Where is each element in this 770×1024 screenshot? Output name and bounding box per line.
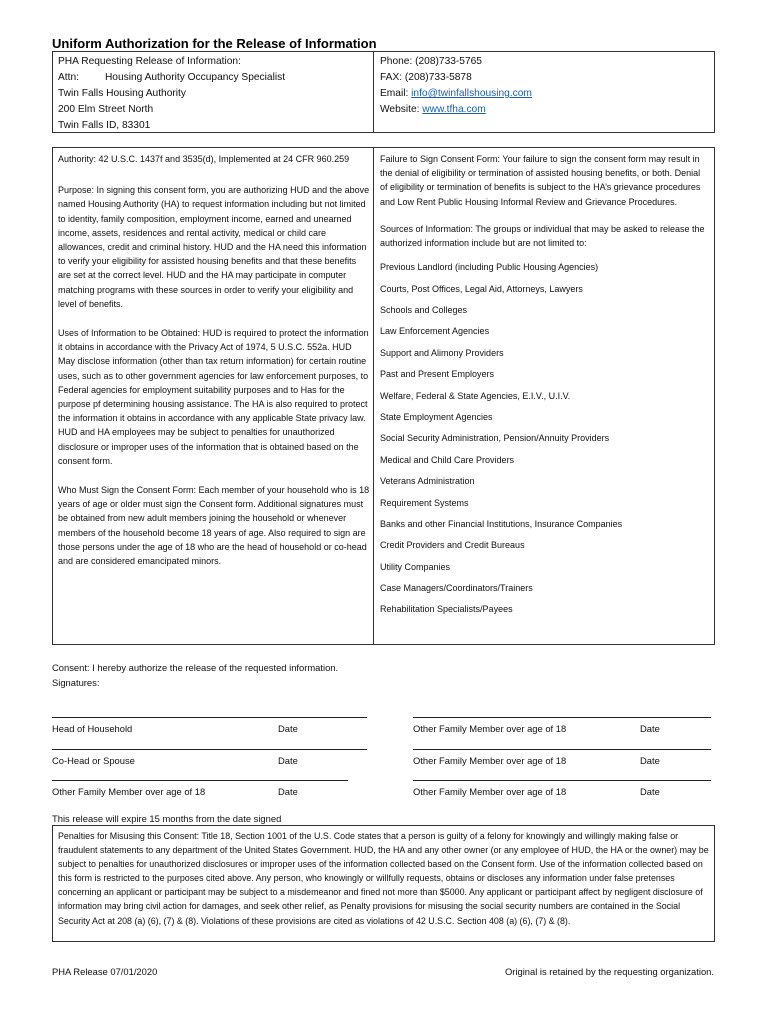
street-address: 200 Elm Street North xyxy=(58,104,154,115)
website-label: Website: xyxy=(380,104,420,115)
consent-statement: Consent: I hereby authorize the release of the requested information. xyxy=(52,662,339,673)
header-divider xyxy=(373,52,374,132)
list-item: Courts, Post Offices, Legal Aid, Attorneys, Lawyers xyxy=(380,283,583,294)
website-link[interactable]: www.tfha.com xyxy=(422,104,486,115)
list-item: Previous Landlord (including Public Housing Agencies) xyxy=(380,262,599,273)
list-item: State Employment Agencies xyxy=(380,411,493,422)
signature-line-member-right-2[interactable] xyxy=(413,749,711,750)
city-address: Twin Falls ID, 83301 xyxy=(58,120,151,131)
date-label: Date xyxy=(278,755,298,766)
list-item: Utility Companies xyxy=(380,561,451,572)
family-member-label: Other Family Member over age of 18 xyxy=(413,723,567,734)
list-item: Banks and other Financial Institutions, Insurance Companies xyxy=(380,518,623,529)
date-label: Date xyxy=(640,723,660,734)
list-item: Support and Alimony Providers xyxy=(380,347,504,358)
purpose-text: Purpose: In signing this consent form, you are authorizing HUD and the above named Housing Authority (HA) to request information including but not limited to identity, family composition, employment income, earned and unearned income, assets, residences and rental activity, medical or child care allowances, credit and criminal history. HUD and the HA need this information to verify your eligibility for assisted housing benefits and that these benefits are set at the correct level. HUD and the HA may participate in computer matching programs with these sources in order to verify your eligibility and level of benefits. xyxy=(58,185,370,309)
form-version: PHA Release 07/01/2020 xyxy=(52,966,158,977)
authority-text: Authority: 42 U.S.C. 1437f and 3535(d), Implemented at 24 CFR 960.259 xyxy=(58,154,350,164)
retention-notice: Original is retained by the requesting organization. xyxy=(505,966,714,977)
email-link[interactable]: info@twinfallshousing.com xyxy=(411,88,532,99)
family-member-label: Other Family Member over age of 18 xyxy=(413,755,567,766)
list-item: Schools and Colleges xyxy=(380,305,468,315)
signature-line-member-right-1[interactable] xyxy=(413,717,711,718)
website-line xyxy=(380,102,532,118)
expiration-notice: This release will expire 15 months from the date signed xyxy=(52,813,282,824)
attn-label: Attn: xyxy=(58,72,79,83)
signature-line-head[interactable] xyxy=(52,717,367,718)
left-column xyxy=(58,152,370,582)
phone-number: Phone: (208)733-5765 xyxy=(380,56,482,67)
list-item: Medical and Child Care Providers xyxy=(380,454,515,465)
column-divider xyxy=(373,148,374,644)
list-item: Law Enforcement Agencies xyxy=(380,326,490,337)
date-label: Date xyxy=(278,786,298,797)
family-member-label: Other Family Member over age of 18 xyxy=(52,786,206,797)
pha-requesting-line: PHA Requesting Release of Information: xyxy=(58,56,241,67)
org-name: Twin Falls Housing Authority xyxy=(58,88,186,99)
date-label: Date xyxy=(278,723,298,734)
list-item: Veterans Administration xyxy=(380,476,475,487)
list-item: Credit Providers and Credit Bureaus xyxy=(380,540,525,551)
email-label: Email: xyxy=(380,88,409,99)
sources-intro: Sources of Information: The groups or individual that may be asked to release the authorized information include but are not limited to: xyxy=(380,223,705,249)
information-box xyxy=(52,147,715,645)
family-member-label: Other Family Member over age of 18 xyxy=(413,786,567,797)
date-label: Date xyxy=(640,755,660,766)
right-column xyxy=(380,152,710,625)
penalties-text: Penalties for Misusing this Consent: Title 18, Section 1001 of the U.S. Code states that a person is guilty of a felony for knowingly and willingly making false or fraudulent statements to any department of the United States Government. HUD, the HA and any other owner (or any employee of HUD, the HA or the owner) may be subject to penalties for unauthorized disclosures or improper uses of the information collected based on the Consent form. Use of the information collected based on this form is restricted to the purposes cited above. Any person, who knowingly or willfully requests, obtains or discloses any information under false pretenses concerning an applicant or participant may be subject to a misdemeanor and fined not more than $5000. Any applicant or participant affect by negligent disclosure of information may bring civil action for damages, and seek other relief, as Penalty provisions for misusing the social security numbers are contained in the Social Security Act at 208 (a) (6), (7) & (8). Violations of these provisions are cited as violations of 42 U.S.C. Section 408 (a) (6), (7) & (8). xyxy=(58,831,709,926)
who-must-sign-text: Who Must Sign the Consent Form: Each member of your household who is 18 years of age or older must sign the Consent form. Additional signatures must be obtained from new adult members joining the household or whenever members of the household become 18 years of age. Also required to sign are those persons under the age of 18 who are the head of household or co-head and are considered emancipated minors. xyxy=(58,485,370,567)
list-item: Social Security Administration, Pension/Annuity Providers xyxy=(380,433,610,444)
list-item: Requirement Systems xyxy=(380,497,469,508)
signature-line-member-right-3[interactable] xyxy=(413,780,711,781)
sources-list xyxy=(380,261,710,615)
penalties-box xyxy=(52,825,715,942)
email-line xyxy=(380,86,532,102)
attn-line xyxy=(58,70,285,86)
date-label: Date xyxy=(640,786,660,797)
fax-number: FAX: (208)733-5878 xyxy=(380,72,472,83)
signature-line-member[interactable] xyxy=(52,780,348,781)
list-item: Case Managers/Coordinators/Trainers xyxy=(380,583,533,594)
list-item: Welfare, Federal & State Agencies, E.I.V., U.I.V. xyxy=(380,390,571,401)
pha-header-box xyxy=(52,51,715,133)
list-item: Past and Present Employers xyxy=(380,369,495,380)
page-title: Uniform Authorization for the Release of Information xyxy=(52,36,377,51)
failure-text: Failure to Sign Consent Form: Your failure to sign the consent form may result in the denial of eligibility or termination of assisted housing benefits, or both. Denial of eligibility or termination of benefits is subject to the HA’s grievance procedures and Low Rent Public Housing Informal Review and Grievance Procedures. xyxy=(380,154,701,207)
uses-text: Uses of Information to be Obtained: HUD is required to protect the information it obtains in accordance with the Privacy Act of 1974, 5 U.S.C. 552a. HUD May disclose information (other than tax return information) for certain routine uses, such as to other government agencies for law enforcement purposes, to Federal agencies for employment suitability purposes and to Has for the purpose pf determining housing assistance. The HA is also required to protect the information it obtains in accordance with any applicable State privacy law. HUD and HA employees may be subject to penalties for unauthorized disclosure or improper uses of the information that is obtained based on the consent form. xyxy=(58,328,369,466)
list-item: Rehabilitation Specialists/Payees xyxy=(380,604,513,615)
attn-value: Housing Authority Occupancy Specialist xyxy=(104,72,286,83)
signature-line-cohead[interactable] xyxy=(52,749,367,750)
signatures-heading: Signatures: xyxy=(52,677,100,688)
co-head-label: Co-Head or Spouse xyxy=(52,755,135,766)
head-of-household-label: Head of Household xyxy=(52,723,133,734)
